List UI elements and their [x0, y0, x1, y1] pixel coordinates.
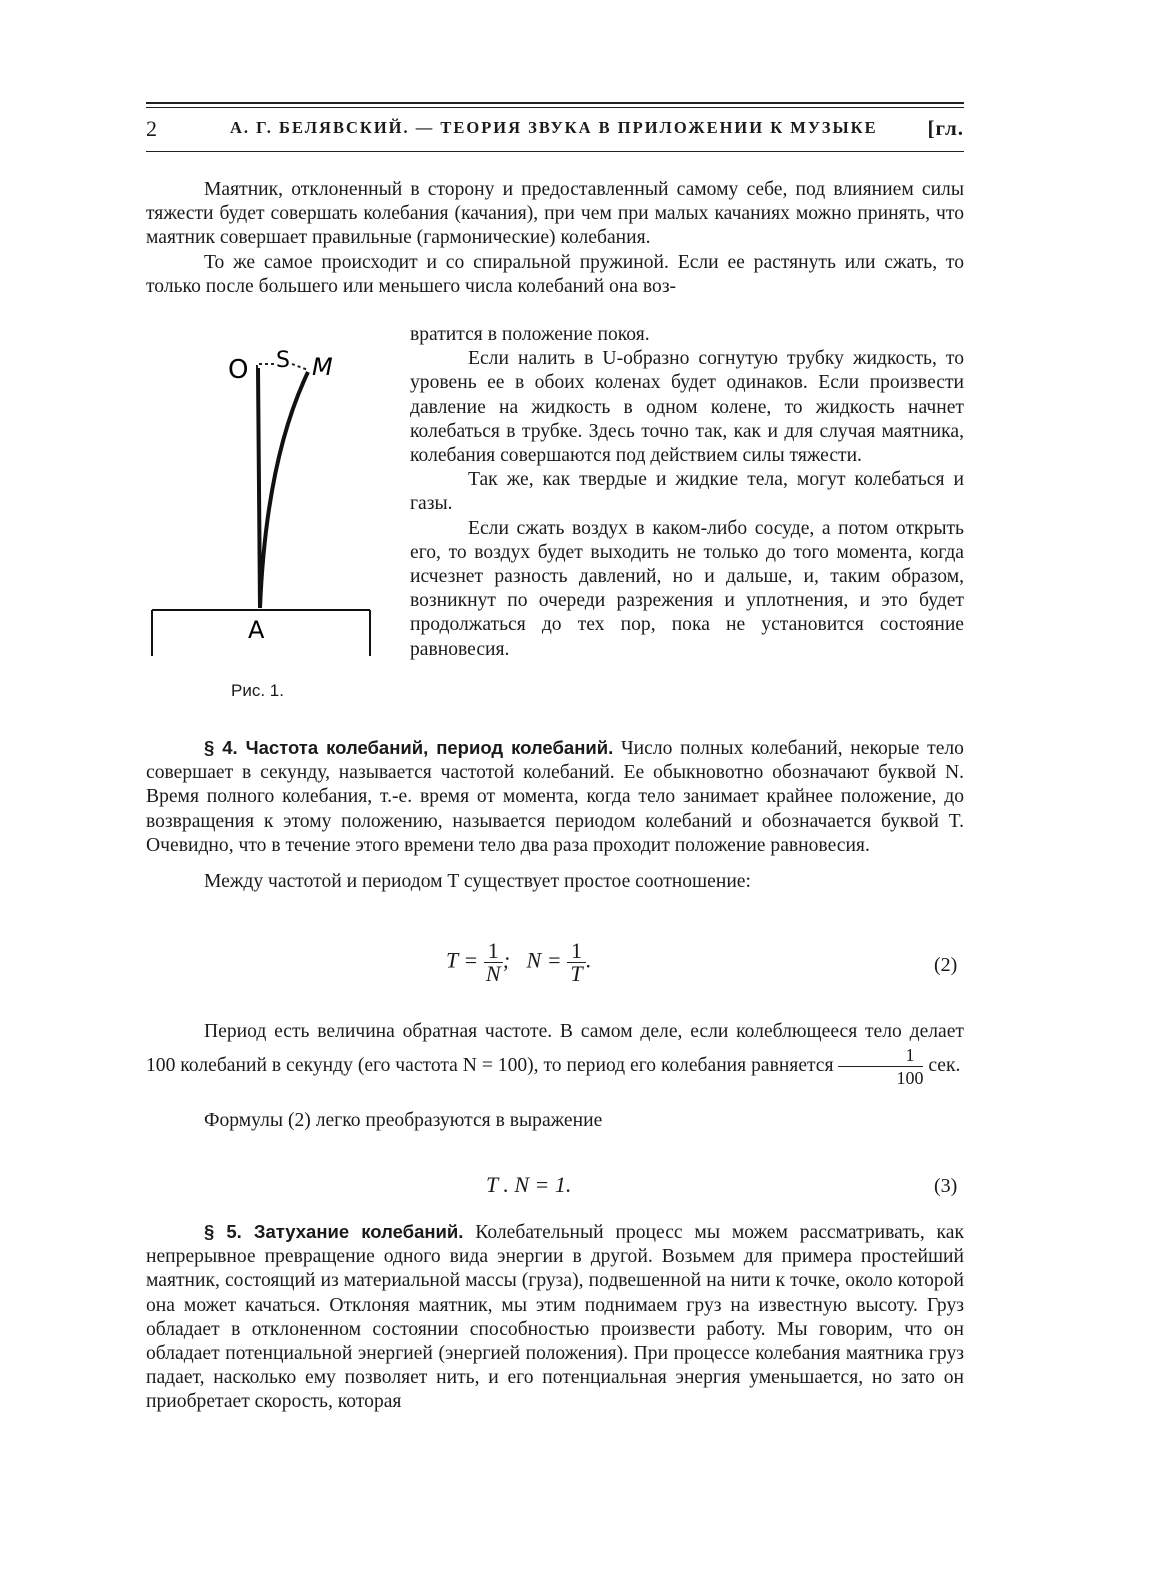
side-paragraph-1: Если налить в U-образно согнутую трубку жидкость, то уровень ее в обоих коленах будет одинаков. Если произвести давление на жидкость в одном колене, то жидкость начнет колебаться в трубке. Здесь точно так, как и для случая маятника, колебания совершаются под действием силы тяжести.: [410, 348, 964, 467]
eq2-num1: 1: [484, 940, 503, 963]
chapter-mark: [гл.: [927, 116, 964, 140]
eq2-lhs1: T =: [446, 947, 479, 973]
running-header: [146, 116, 964, 146]
pendulum-deflected-line: [260, 372, 308, 608]
pendulum-figure: [140, 340, 380, 670]
equation-3: T . N = 1.: [486, 1172, 572, 1197]
header-rule-top-thin: [146, 107, 964, 108]
eq2-den2: T: [570, 961, 583, 986]
figure-label-o: O: [228, 355, 249, 385]
period-text-2: сек.: [928, 1055, 961, 1077]
eq2-num2: 1: [567, 940, 586, 963]
equation-2: [446, 940, 592, 985]
side-paragraph-3: Если сжать воздух в каком-либо сосуде, а потом открыть его, то воздух будет выходить не только до того момента, когда исчезнет разность давлений, но и дальше, и, таким образом, возникнут по очереди разрежения и уплотнения, и это будет продолжаться до тех пор, пока не установится состояние равновесия.: [410, 517, 964, 660]
period-frac-den: 100: [896, 1068, 924, 1089]
eq2-fraction-1: [484, 940, 503, 985]
equation-2-number: (2): [934, 954, 958, 976]
section-4-paragraph: [146, 736, 964, 858]
header-rule-top: [146, 102, 964, 104]
period-text-1: Период есть величина обратная частоте. В самом деле, если колеблющееся тело делает 100 колебаний в секунду (его частота N = 100), то период его колебания равняется: [146, 1021, 964, 1077]
figure-label-a: A: [248, 616, 265, 644]
intro-block: [146, 178, 964, 299]
intro-paragraph-2: То же самое происходит и со спиральной пружиной. Если ее растянуть или сжать, то только после большего или меньшего числа колебаний она воз-: [146, 251, 964, 297]
intro-paragraph-1: Маятник, отклоненный в сторону и предоставленный самому себе, под влиянием силы тяжести будет совершать колебания (качания), при чем при малых качаниях можно принять, что маятник совершает правильные (гармонические) колебания.: [146, 179, 964, 249]
period-fraction: [838, 1044, 923, 1089]
intro-paragraph-2-end: вратится в положение покоя.: [410, 324, 650, 345]
relation-line: Между частотой и периодом T существует простое соотношение:: [204, 871, 751, 893]
section-5-paragraph: [146, 1220, 964, 1415]
period-paragraph: [146, 1020, 964, 1089]
running-title: А. Г. БЕЛЯВСКИЙ. — ТЕОРИЯ ЗВУКА В ПРИЛОЖЕНИИ К МУЗЫКЕ: [230, 118, 878, 137]
period-block: [146, 1020, 964, 1133]
eq2-fraction-2: [567, 940, 586, 985]
section-5-text: Колебательный процесс мы можем рассматривать, как непрерывное превращение одного вида энергии в другой. Возьмем для примера простейший маятник, состоящий из материальной массы (груза), подвешенной на нити к точке, около которой она может качаться. Отклоняя маятник, мы этим поднимаем груз на известную высоту. Груз обладает в отклоненном состоянии способностью произвести работу. Мы говорим, что он обладает потенциальной энергией (энергией положения). При процессе колебания маятника груз падает, насколько ему позволяет нить, и его потенциальная энергия уменьшается, но зато он приобретает скорость, которая: [146, 1222, 964, 1413]
section-4-block: [146, 736, 964, 894]
period-frac-num: 1: [838, 1044, 923, 1067]
eq2-den1: N: [485, 961, 501, 986]
formulas-note: Формулы (2) легко преобразуются в выражение: [204, 1110, 603, 1132]
figure-caption: Рис. 1.: [231, 681, 284, 700]
section-5-heading: § 5. Затухание колебаний.: [204, 1221, 464, 1242]
header-rule-bottom: [146, 151, 964, 152]
section-4-text: Число полных колебаний, некорые тело совершает в секунду, называется частотой колебаний. Ее обыкновотно обозначают буквой N. Время полного колебания, т.-е. время от момента, когда тело занимает крайнее положение, до возвращения к этому положению, называется периодом колебаний и обозначается буквой T. Очевидно, что в течение этого времени тело два раза проходит положение равновесия.: [146, 738, 964, 856]
equation-3-number: (3): [934, 1175, 958, 1197]
figure-label-s: S: [276, 348, 290, 373]
pendulum-rest-line: [258, 368, 260, 608]
section-5-block: [146, 1220, 964, 1415]
eq2-lhs2: N =: [526, 947, 562, 973]
eq2-separator: ;: [502, 947, 511, 973]
page-number: 2: [146, 116, 158, 141]
section-4-heading: § 4. Частота колебаний, период колебаний.: [204, 737, 614, 758]
side-paragraph-2: Так же, как твердые и жидкие тела, могут колебаться и газы.: [410, 469, 964, 515]
eq2-end: .: [586, 947, 592, 973]
figure-label-m: M: [312, 353, 333, 381]
side-block: [410, 323, 964, 662]
